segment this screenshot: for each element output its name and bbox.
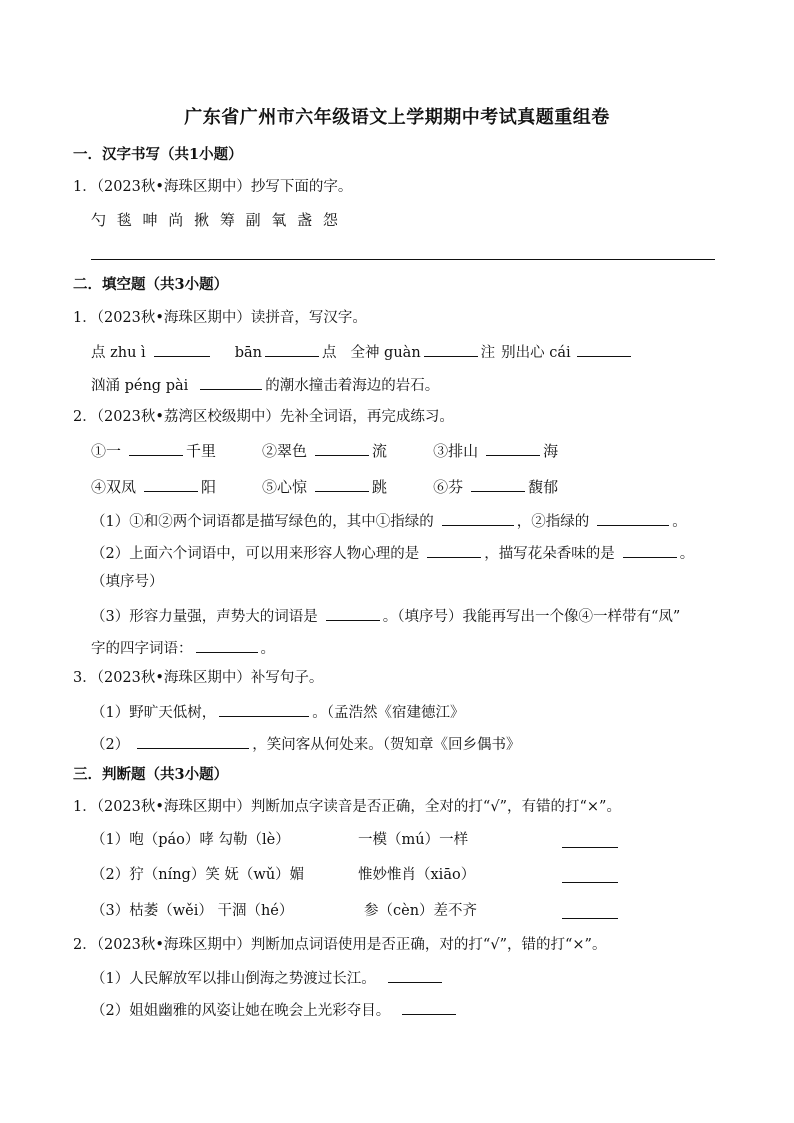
s3-q2-sentence-1: （1）人民解放军以排山倒海之势渡过长江。 <box>91 967 445 989</box>
answer-blank[interactable] <box>137 733 249 749</box>
s2-q2-sub2: （2）上面六个词语中，可以用来形容人物心理的是 ，描写花朵香味的是 。 <box>91 542 694 564</box>
answer-blank[interactable] <box>315 476 369 492</box>
answer-blank[interactable] <box>471 476 525 492</box>
answer-blank[interactable] <box>196 637 258 653</box>
answer-blank[interactable] <box>388 967 442 983</box>
s3-q1-answer-3[interactable] <box>562 917 618 919</box>
s3-q2-stem: 2．（2023秋•海珠区期中）判断加点词语使用是否正确，对的打“√”，错的打“×”。 <box>73 937 607 953</box>
pinyin-item-2: bān <box>234 345 262 361</box>
answer-blank[interactable] <box>129 440 183 456</box>
s1-q1-writing-line[interactable] <box>91 259 715 260</box>
s3-q2-sentence-2: （2）姐姐幽雅的风姿让她在晚会上光彩夺目。 <box>91 999 459 1021</box>
answer-blank[interactable] <box>424 341 478 357</box>
answer-blank[interactable] <box>315 440 369 456</box>
s3-q1-stem: 1．（2023秋•海珠区期中）判断加点字读音是否正确，全对的打“√”，有错的打“×”。 <box>73 799 621 815</box>
section-2-heading: 二．填空题（共3小题） <box>73 276 229 293</box>
page-title: 广东省广州市六年级语文上学期期中考试真题重组卷 <box>184 107 610 128</box>
section-1-heading: 一．汉字书写（共1小题） <box>73 146 243 163</box>
s1-q1-stem: 1．（2023秋•海珠区期中）抄写下面的字。 <box>73 179 353 195</box>
s2-q3-stem: 3．（2023秋•海珠区期中）补写句子。 <box>73 670 324 686</box>
s3-q1-answer-2[interactable] <box>562 881 618 883</box>
s3-q1-answer-1[interactable] <box>562 846 618 848</box>
answer-blank[interactable] <box>200 374 262 390</box>
answer-blank[interactable] <box>623 542 677 558</box>
section-3-heading: 三．判断题（共3小题） <box>73 766 229 783</box>
answer-blank[interactable] <box>597 510 669 526</box>
s2-q3-sentence-1: （1）野旷天低树， 。（孟浩然《宿建德江》 <box>91 701 464 723</box>
s3-q1-row3-b: 参（cèn）差不齐 <box>364 903 478 919</box>
pinyin-item-4: 别出心 cái <box>501 345 571 361</box>
answer-blank[interactable] <box>427 542 481 558</box>
s2-q2-sub2-note: （填序号） <box>91 574 164 590</box>
answer-blank[interactable] <box>265 341 319 357</box>
s2-q3-sentence-2: （2） ，笑问客从何处来。（贺知章《回乡偶书》 <box>91 733 520 755</box>
answer-blank[interactable] <box>402 999 456 1015</box>
answer-blank[interactable] <box>144 476 198 492</box>
answer-blank[interactable] <box>442 510 514 526</box>
s2-q2-sub1: （1）①和②两个词语都是描写绿色的，其中①指绿的 ，②指绿的 。 <box>91 510 687 532</box>
s1-q1-characters: 勺 毯 呻 尚 揪 筹 副 氧 盏 怨 <box>91 211 341 229</box>
answer-blank[interactable] <box>154 341 210 357</box>
s2-q2-stem: 2．（2023秋•荔湾区校级期中）先补全词语，再完成练习。 <box>73 409 454 425</box>
s3-q1-row2-a: （2）狞（níng）笑 妩（wǔ）媚 <box>91 867 305 883</box>
s3-q1-row2-b: 惟妙惟肖（xiāo） <box>358 867 476 883</box>
s3-q1-row1-b: 一模（mú）一样 <box>358 832 469 848</box>
answer-blank[interactable] <box>326 605 380 621</box>
answer-blank[interactable] <box>577 341 631 357</box>
pinyin-item-3: 全神 guàn <box>350 345 421 361</box>
s2-q2-sub3-cont: 字的四字词语： 。 <box>91 637 275 659</box>
s2-q2-row2: ④双凤 阳 ⑤心惊 跳 ⑥芬 馥郁 <box>91 478 559 496</box>
answer-blank[interactable] <box>219 701 309 717</box>
s2-q2-sub3: （3）形容力量强，声势大的词语是 。（填序号）我能再写出一个像④一样带有“凤” <box>91 605 680 627</box>
pinyin-item-1: 点 zhu ì <box>91 345 146 361</box>
s2-q1-stem: 1．（2023秋•海珠区期中）读拼音，写汉字。 <box>73 310 367 326</box>
s3-q1-row3-a: （3）枯萎（wěi） 干涸（hé） <box>91 903 294 919</box>
s2-q1-line2: 汹涌 péng pài 的潮水撞击着海边的岩石。 <box>91 374 439 396</box>
s2-q2-row1: ①一 千里 ②翠色 流 ③排山 海 <box>91 442 559 460</box>
s2-q1-line1: 点 zhu ì bān 点 全神 guàn 注 别出心 cái <box>91 341 634 363</box>
s3-q1-row1-a: （1）咆（páo）哮 勾勒（lè） <box>91 832 290 848</box>
answer-blank[interactable] <box>486 440 540 456</box>
